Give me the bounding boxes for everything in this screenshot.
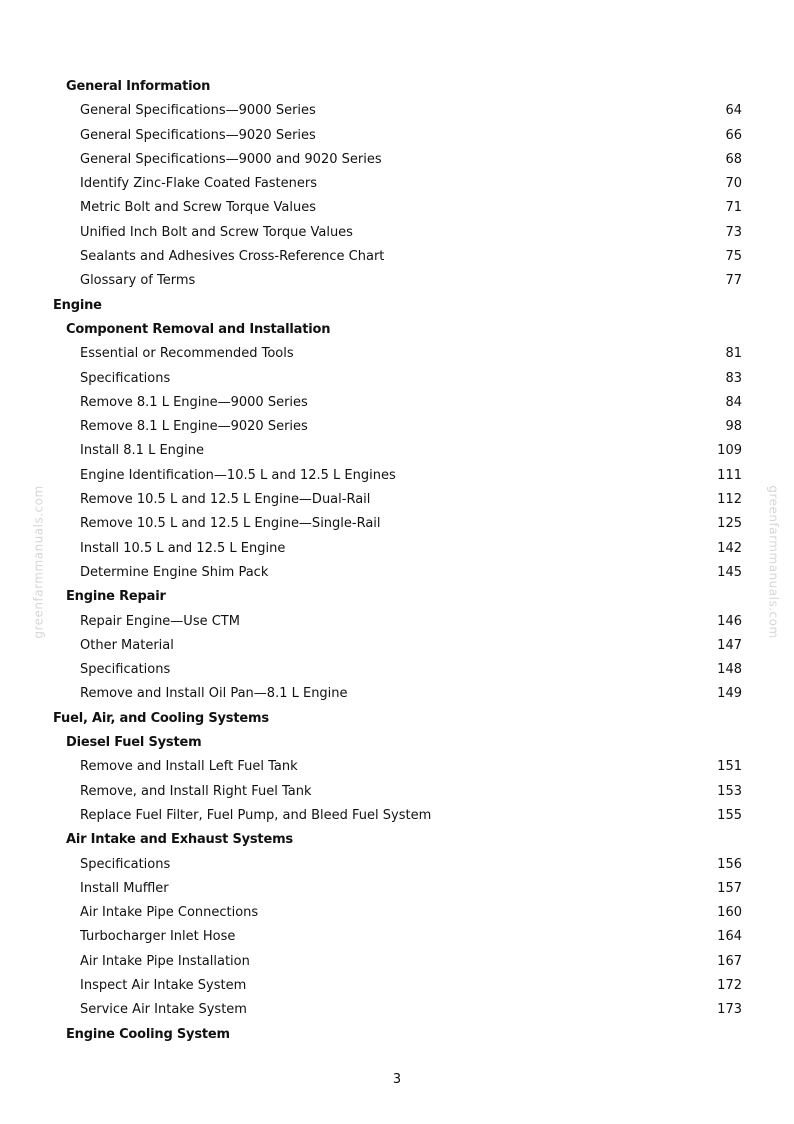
- toc-subsection: [0, 585, 794, 609]
- toc-entry-title: Inspect Air Intake System: [80, 977, 247, 993]
- toc-page-number: 172: [717, 977, 742, 993]
- toc-page-number: 157: [717, 880, 742, 896]
- toc-page-number: 160: [717, 905, 742, 921]
- toc-entry-title: Metric Bolt and Screw Torque Values: [80, 200, 316, 216]
- toc-entry[interactable]: [0, 658, 794, 682]
- toc-entry[interactable]: [0, 269, 794, 293]
- toc-entry[interactable]: [0, 172, 794, 196]
- toc-entry-title: Install 10.5 L and 12.5 L Engine: [80, 540, 286, 556]
- toc-entry[interactable]: [0, 634, 794, 658]
- toc-page-number: 83: [725, 370, 742, 386]
- toc-section-title: Fuel, Air, and Cooling Systems: [53, 710, 269, 726]
- toc-section: [0, 294, 794, 318]
- toc-entry-title: Remove 8.1 L Engine—9020 Series: [80, 419, 308, 435]
- toc-entry[interactable]: [0, 804, 794, 828]
- toc-subsection-title: Air Intake and Exhaust Systems: [66, 832, 293, 848]
- toc-entry-title: Remove and Install Oil Pan—8.1 L Engine: [80, 686, 348, 702]
- toc-entry[interactable]: [0, 755, 794, 779]
- toc-page-number: 153: [717, 783, 742, 799]
- toc-entry[interactable]: [0, 415, 794, 439]
- toc-page-number: 84: [725, 394, 742, 410]
- toc-section-title: Engine: [53, 297, 102, 313]
- toc-page-number: 125: [717, 516, 742, 532]
- toc-entry[interactable]: [0, 124, 794, 148]
- toc-subsection: [0, 731, 794, 755]
- toc-page-number: 146: [717, 613, 742, 629]
- toc-page-number: 155: [717, 807, 742, 823]
- toc-page-number: 111: [717, 467, 742, 483]
- toc-page-number: 164: [717, 929, 742, 945]
- toc-entry[interactable]: [0, 998, 794, 1022]
- toc-entry-title: Install 8.1 L Engine: [80, 443, 205, 459]
- toc-entry-title: General Specifications—9000 Series: [80, 103, 316, 119]
- toc-page-number: 64: [725, 103, 742, 119]
- toc-entry[interactable]: [0, 877, 794, 901]
- toc-entry[interactable]: [0, 780, 794, 804]
- toc-entry-title: Essential or Recommended Tools: [80, 346, 294, 362]
- toc-entry-title: Install Muffler: [80, 880, 169, 896]
- toc-entry-title: General Specifications—9000 and 9020 Series: [80, 151, 382, 167]
- toc-page-number: 77: [725, 273, 742, 289]
- toc-entry[interactable]: [0, 561, 794, 585]
- toc-subsection: [0, 1023, 794, 1047]
- toc-entry-title: Identify Zinc-Flake Coated Fasteners: [80, 176, 318, 192]
- toc-entry-title: Glossary of Terms: [80, 273, 196, 289]
- toc-entry[interactable]: [0, 221, 794, 245]
- toc-entry-title: Turbocharger Inlet Hose: [80, 929, 236, 945]
- toc-page-number: 73: [725, 224, 742, 240]
- toc-page-number: 167: [717, 953, 742, 969]
- toc-page-number: 145: [717, 564, 742, 580]
- toc-entry-title: Remove 8.1 L Engine—9000 Series: [80, 394, 308, 410]
- toc-entry-title: Remove, and Install Right Fuel Tank: [80, 783, 312, 799]
- toc-entry-title: Engine Identification—10.5 L and 12.5 L Engines: [80, 467, 396, 483]
- toc-entry-title: Sealants and Adhesives Cross-Reference Chart: [80, 249, 385, 265]
- toc-entry[interactable]: [0, 367, 794, 391]
- toc-entry[interactable]: [0, 610, 794, 634]
- toc-entry-title: Service Air Intake System: [80, 1002, 247, 1018]
- toc-entry[interactable]: [0, 148, 794, 172]
- toc-page-number: 70: [725, 176, 742, 192]
- watermark-left: greenfarmmanuals.com: [31, 485, 46, 639]
- toc-page-number: 112: [717, 492, 742, 508]
- toc-entry-title: Replace Fuel Filter, Fuel Pump, and Bleed Fuel System: [80, 807, 432, 823]
- toc-entry[interactable]: [0, 682, 794, 706]
- toc-entry-title: Remove and Install Left Fuel Tank: [80, 759, 298, 775]
- toc-entry[interactable]: [0, 901, 794, 925]
- toc-entry-title: Specifications: [80, 662, 171, 678]
- watermark-right: greenfarmmanuals.com: [766, 485, 781, 639]
- toc-subsection: [0, 318, 794, 342]
- toc-entry-title: Remove 10.5 L and 12.5 L Engine—Dual-Rail: [80, 492, 371, 508]
- table-of-contents: [0, 75, 794, 1047]
- toc-entry[interactable]: [0, 464, 794, 488]
- toc-page-number: 142: [717, 540, 742, 556]
- toc-entry-title: General Specifications—9020 Series: [80, 127, 316, 143]
- toc-page-number: 98: [725, 419, 742, 435]
- toc-page-number: 151: [717, 759, 742, 775]
- page-number: 3: [392, 1072, 402, 1087]
- toc-entry-title: Air Intake Pipe Connections: [80, 905, 259, 921]
- toc-entry-title: Specifications: [80, 370, 171, 386]
- toc-page-number: 66: [725, 127, 742, 143]
- toc-entry-title: Unified Inch Bolt and Screw Torque Values: [80, 224, 353, 240]
- toc-entry[interactable]: [0, 512, 794, 536]
- toc-entry-title: Remove 10.5 L and 12.5 L Engine—Single-Rail: [80, 516, 381, 532]
- toc-subsection: [0, 75, 794, 99]
- toc-entry-title: Specifications: [80, 856, 171, 872]
- toc-page-number: 71: [725, 200, 742, 216]
- toc-entry[interactable]: [0, 488, 794, 512]
- toc-entry[interactable]: [0, 853, 794, 877]
- toc-subsection-title: General Information: [66, 79, 211, 94]
- toc-section: [0, 707, 794, 731]
- toc-subsection: [0, 828, 794, 852]
- toc-subsection-title: Component Removal and Installation: [66, 321, 331, 337]
- toc-page-number: 148: [717, 662, 742, 678]
- toc-page-number: 68: [725, 151, 742, 167]
- toc-page-number: 147: [717, 637, 742, 653]
- toc-entry[interactable]: [0, 391, 794, 415]
- toc-subsection-title: Engine Repair: [66, 589, 166, 605]
- toc-entry[interactable]: [0, 99, 794, 123]
- toc-entry[interactable]: [0, 925, 794, 949]
- toc-entry-title: Determine Engine Shim Pack: [80, 564, 269, 580]
- toc-page-number: 109: [717, 443, 742, 459]
- toc-entry[interactable]: [0, 439, 794, 463]
- toc-subsection-title: Diesel Fuel System: [66, 735, 202, 751]
- toc-subsection-title: Engine Cooling System: [66, 1026, 230, 1042]
- toc-entry-title: Air Intake Pipe Installation: [80, 953, 250, 969]
- toc-entry[interactable]: [0, 537, 794, 561]
- toc-page-number: 156: [717, 856, 742, 872]
- toc-page-number: 149: [717, 686, 742, 702]
- toc-entry[interactable]: [0, 974, 794, 998]
- toc-entry[interactable]: [0, 245, 794, 269]
- toc-entry[interactable]: [0, 196, 794, 220]
- toc-page-number: 81: [725, 346, 742, 362]
- toc-page-number: 75: [725, 249, 742, 265]
- toc-entry[interactable]: [0, 342, 794, 366]
- toc-entry[interactable]: [0, 950, 794, 974]
- toc-entry-title: Other Material: [80, 637, 174, 653]
- toc-entry-title: Repair Engine—Use CTM: [80, 613, 240, 629]
- toc-page-number: 173: [717, 1002, 742, 1018]
